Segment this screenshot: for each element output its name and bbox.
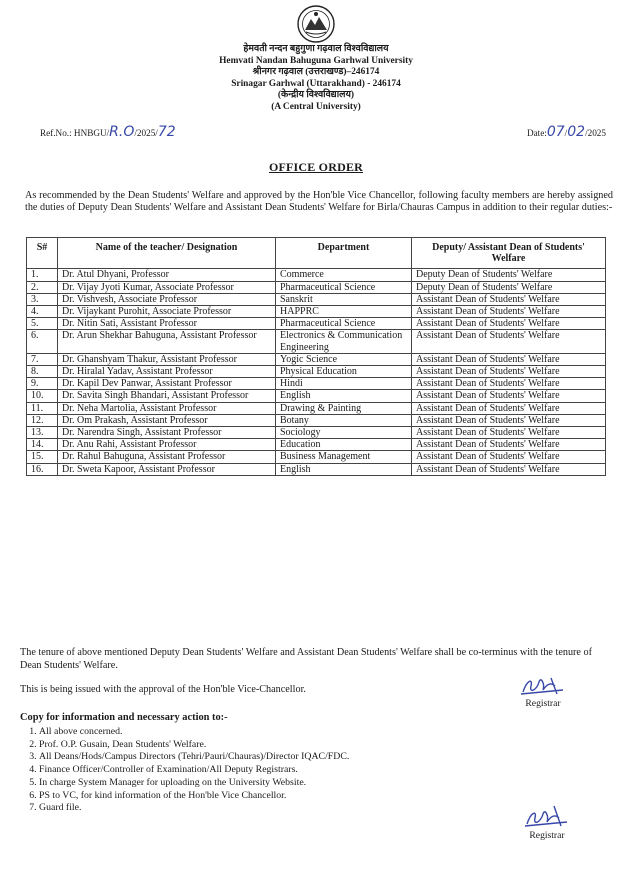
table-row [27,353,606,365]
cell-department: Commerce [276,269,412,281]
tenure-paragraph: The tenure of above mentioned Deputy Dean Students' Welfare and Assistant Dean Students' Welfare shall be co-terminus with the tenure of Dean Students' Welfare. [20,647,592,671]
cell-name: Dr. Atul Dhyani, Professor [58,269,276,281]
university-name-english: Hemvati Nandan Bahuguna Garhwal University [219,55,413,66]
cell-dean-role: Assistant Dean of Students' Welfare [412,353,606,365]
reference-number [40,124,176,140]
registrar-signature-2 [512,802,582,841]
cell-department: Drawing & Painting [276,402,412,414]
table-row [27,390,606,402]
table-row [27,269,606,281]
table-row [27,439,606,451]
copy-item: 2. Prof. O.P. Gusain, Dean Students' Welfare. [39,739,349,752]
cell-department: English [276,463,412,475]
approval-paragraph: This is being issued with the approval of the Hon'ble Vice-Chancellor. [20,684,306,695]
cell-serial: 11. [27,402,58,414]
registrar-label-1: Registrar [525,698,561,709]
cell-department: Physical Education [276,366,412,378]
table-row [27,330,606,353]
cell-serial: 1. [27,269,58,281]
cell-dean-role: Assistant Dean of Students' Welfare [412,318,606,330]
ref-label: Ref.No.: HNBGU/ [40,128,110,138]
cell-name: Dr. Rahul Bahuguna, Assistant Professor [58,451,276,463]
intro-paragraph: As recommended by the Dean Students' Welfare and approved by the Hon'ble Vice Chancellor, following faculty members are hereby assigned the duties of Deputy Dean Students' Welfare and Assistant Dean Students' Welfare for Birla/Chauras Campus in addition to their regular duties:- [25,190,613,214]
cell-dean-role: Assistant Dean of Students' Welfare [412,293,606,305]
ref-handwritten-number: 72 [157,124,176,140]
cell-name: Dr. Vijaykant Purohit, Associate Professor [58,306,276,318]
cell-serial: 5. [27,318,58,330]
date-handwritten-month: 02 [567,124,586,140]
copy-heading: Copy for information and necessary action to:- [20,712,228,723]
table-row [27,366,606,378]
cell-dean-role: Assistant Dean of Students' Welfare [412,378,606,390]
signature-mark [521,802,573,830]
cell-dean-role: Assistant Dean of Students' Welfare [412,306,606,318]
letterhead [0,4,632,114]
cell-name: Dr. Narendra Singh, Assistant Professor [58,427,276,439]
cell-name: Dr. Vishvesh, Associate Professor [58,293,276,305]
cell-serial: 13. [27,427,58,439]
table-row [27,451,606,463]
cell-department: Yogic Science [276,353,412,365]
cell-dean-role: Assistant Dean of Students' Welfare [412,439,606,451]
cell-serial: 10. [27,390,58,402]
copy-item: 4. Finance Officer/Controller of Examination/All Deputy Registrars. [39,764,349,777]
ref-year: /2025/ [134,128,158,138]
cell-name: Dr. Ghanshyam Thakur, Assistant Professor [58,353,276,365]
date-handwritten-day: 07 [546,124,565,140]
table-row [27,293,606,305]
university-status-hindi: (केन्द्रीय विश्वविद्यालय) [277,90,355,101]
cell-serial: 2. [27,281,58,293]
cell-name: Dr. Nitin Sati, Assistant Professor [58,318,276,330]
copy-item: 5. In charge System Manager for uploading on the University Website. [39,777,349,790]
cell-department: Sociology [276,427,412,439]
table-row [27,414,606,426]
registrar-label-2: Registrar [529,830,565,841]
table-header-row [27,238,606,269]
order-date [527,124,606,140]
cell-dean-role: Assistant Dean of Students' Welfare [412,414,606,426]
cell-serial: 12. [27,414,58,426]
copy-item: 7. Guard file. [39,802,349,815]
university-status-english: (A Central University) [271,101,361,112]
table-row [27,281,606,293]
cell-name: Dr. Savita Singh Bhandari, Assistant Professor [58,390,276,402]
cell-department: Botany [276,414,412,426]
cell-department: HAPPRC [276,306,412,318]
cell-name: Dr. Arun Shekhar Bahuguna, Assistant Professor [58,330,276,353]
signature-mark [517,672,569,698]
header-dean-role: Deputy/ Assistant Dean of Students' Welfare [412,238,606,269]
registrar-signature-1 [508,672,578,709]
faculty-assignment-table [26,237,606,476]
cell-department: Electronics & Communication Engineering [276,330,412,353]
university-name-hindi: हेमवती नन्दन बहुगुणा गढ़वाल विश्वविद्यालय [243,44,389,54]
header-department: Department [276,238,412,269]
cell-name: Dr. Sweta Kapoor, Assistant Professor [58,463,276,475]
cell-department: Education [276,439,412,451]
cell-serial: 14. [27,439,58,451]
cell-dean-role: Assistant Dean of Students' Welfare [412,390,606,402]
copy-item: 1. All above concerned. [39,726,349,739]
table-row [27,427,606,439]
table-row [27,318,606,330]
table-row [27,463,606,475]
cell-dean-role: Deputy Dean of Students' Welfare [412,281,606,293]
cell-dean-role: Assistant Dean of Students' Welfare [412,402,606,414]
header-name: Name of the teacher/ Designation [58,238,276,269]
cell-dean-role: Assistant Dean of Students' Welfare [412,463,606,475]
cell-department: Sanskrit [276,293,412,305]
cell-department: Hindi [276,378,412,390]
cell-serial: 16. [27,463,58,475]
cell-department: Business Management [276,451,412,463]
cell-dean-role: Assistant Dean of Students' Welfare [412,451,606,463]
date-year: /2025 [585,128,606,138]
table-row [27,378,606,390]
cell-department: Pharmaceutical Science [276,281,412,293]
cell-department: English [276,390,412,402]
cell-dean-role: Assistant Dean of Students' Welfare [412,427,606,439]
date-separator: / [564,128,568,138]
ref-handwritten-code: R.O [109,124,135,140]
cell-name: Dr. Neha Martolia, Assistant Professor [58,402,276,414]
cell-name: Dr. Hiralal Yadav, Assistant Professor [58,366,276,378]
cell-serial: 15. [27,451,58,463]
cell-dean-role: Assistant Dean of Students' Welfare [412,366,606,378]
copy-item: 6. PS to VC, for kind information of the Hon'ble Vice Chancellor. [39,790,349,803]
cell-serial: 3. [27,293,58,305]
cell-name: Dr. Anu Rahi, Assistant Professor [58,439,276,451]
cell-name: Dr. Om Prakash, Assistant Professor [58,414,276,426]
university-seal-icon [294,4,338,44]
document-title: OFFICE ORDER [268,160,364,174]
cell-serial: 6. [27,330,58,353]
copy-list [20,726,349,815]
cell-serial: 8. [27,366,58,378]
cell-serial: 7. [27,353,58,365]
cell-name: Dr. Vijay Jyoti Kumar, Associate Professor [58,281,276,293]
cell-name: Dr. Kapil Dev Panwar, Assistant Professor [58,378,276,390]
cell-dean-role: Deputy Dean of Students' Welfare [412,269,606,281]
cell-serial: 4. [27,306,58,318]
copy-item: 3. All Deans/Hods/Campus Directors (Tehri/Pauri/Chauras)/Director IQAC/FDC. [39,751,349,764]
university-address-hindi: श्रीनगर गढ़वाल (उत्तराखण्ड)–246174 [252,67,380,78]
cell-serial: 9. [27,378,58,390]
table-row [27,402,606,414]
cell-department: Pharmaceutical Science [276,318,412,330]
header-serial: S# [27,238,58,269]
university-address-english: Srinagar Garhwal (Uttarakhand) - 246174 [231,78,401,89]
date-label: Date: [526,128,547,138]
table-row [27,306,606,318]
cell-dean-role: Assistant Dean of Students' Welfare [412,330,606,353]
